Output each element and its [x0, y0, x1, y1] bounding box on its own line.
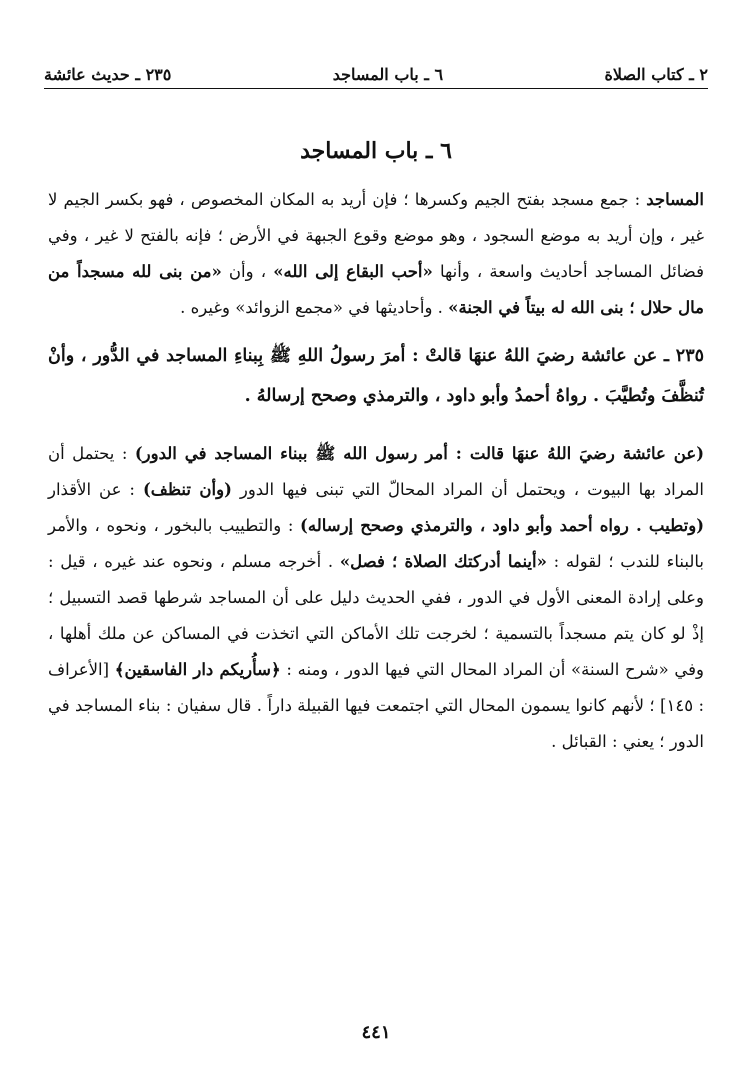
commentary-quote-3: (وتطيب . رواه أحمد وأبو داود ، والترمذي وصحح إرساله): [300, 516, 705, 535]
page-number: ٤٤١: [361, 1022, 391, 1043]
hadith-text: ٢٣٥ ـ عن عائشة رضيَ اللهُ عنهَا قالتْ : أمرَ رسولُ اللهِ ﷺ بِبناءِ المساجد في الدُّور ، وأنْ تُنظَّفَ وتُطيَّبَ . رواهُ أحمدُ وأبو داود ، والترمذي وصحح إرسالهُ .: [48, 346, 704, 406]
intro-term: المساجد: [646, 190, 705, 209]
intro-text-1: : جمع مسجد بفتح الجيم وكسرها ؛ فإن أريد به المكان المخصوص ، فهو بكسر الجيم لا غير ، وإن أريد به موضع السجود ، وهو موضع وقوع الجبهة في الأرض ؛ فإنه بالفتح لا غير ، وفي فضائل المساجد أحاديث واسعة ، وأنها: [48, 190, 704, 281]
header-book-title: ٢ ـ كتاب الصلاة: [604, 65, 708, 84]
chapter-title: ٦ ـ باب المساجد: [300, 138, 452, 164]
commentary-text-2: : عن الأقذار: [48, 480, 135, 499]
intro-quote-1: «أحب البقاع إلى الله»: [273, 262, 433, 281]
body-text: [48, 182, 704, 768]
header-chapter-title: ٦ ـ باب المساجد: [332, 65, 444, 84]
intro-text-2: ، وأن: [228, 262, 267, 281]
commentary-quote-2: (وأن تنظف): [142, 480, 232, 499]
commentary-verse-ref: [الأعراف : ١٤٥]: [48, 660, 705, 715]
commentary-quote-1: (عن عائشة رضيَ اللهُ عنهَا قالت : أمر رسول الله ﷺ ببناء المساجد في الدور): [134, 444, 705, 463]
commentary-text-5: ؛ لأنهم كانوا يسمون المحال التي اجتمعت فيها القبيلة داراً . قال سفيان : بناء المساجد في الدور ؛ يعني : القبائل .: [48, 696, 704, 751]
intro-text-3: . وأحاديثها في «مجمع الزوائد» وغيره .: [180, 298, 443, 317]
header-hadith-title: ٢٣٥ ـ حديث عائشة: [44, 65, 172, 84]
commentary-quote-4: «أينما أدركتك الصلاة ؛ فصل»: [339, 552, 547, 571]
commentary-quran-verse: ﴿سأُريكم دار الفاسقين﴾: [114, 660, 281, 679]
intro-paragraph: [48, 182, 704, 326]
header-rule: [44, 88, 708, 89]
commentary-text-3: : والتطييب بالبخور ، ونحوه ، والأمر بالبناء للندب ؛ لقوله :: [48, 516, 704, 571]
commentary-text-4: . أخرجه مسلم ، ونحوه عند غيره ، قيل : وعلى إرادة المعنى الأول في الدور ، ففي الحديث دليل على أن المساجد شرطها قصد التسبيل ؛ إذْ لو كان يتم مسجداً بالتسمية ؛ لخرجت تلك الأماكن التي اتخذت في المساكن عن ملك أهلها ، وفي «شرح السنة» أن المراد المحال التي فيها الدور ، ومنه :: [48, 552, 704, 679]
commentary-paragraph: [48, 436, 704, 760]
intro-quote-2: «من بنى لله مسجداً من مال حلال ؛ بنى الله له بيتاً في الجنة»: [48, 262, 704, 317]
commentary-text-1: : يحتمل أن المراد بها البيوت ، ويحتمل أن المراد المحالّ التي تبنى فيها الدور: [48, 444, 705, 499]
running-header: [44, 50, 708, 84]
